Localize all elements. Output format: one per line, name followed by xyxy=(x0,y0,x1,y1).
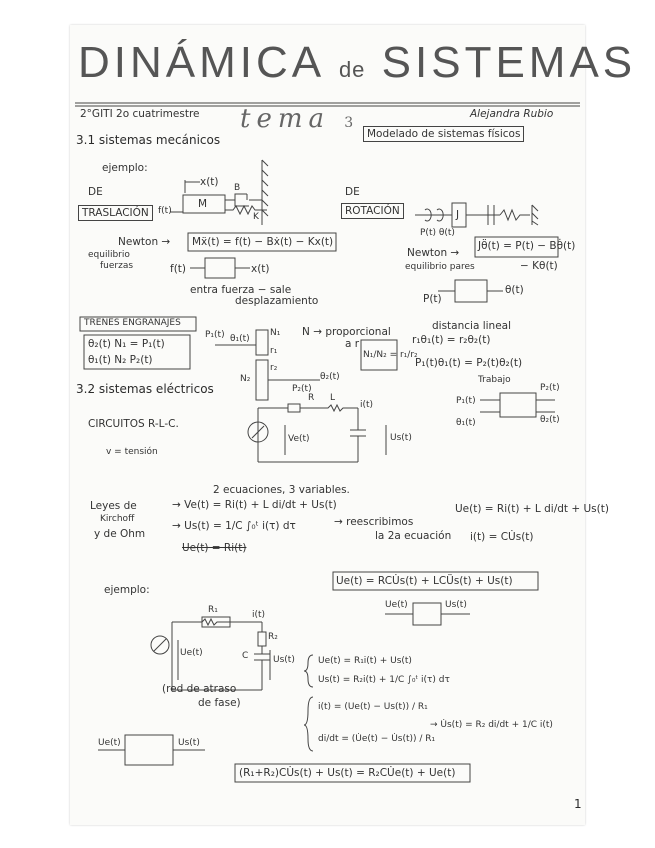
red-atraso-note-2: de fase) xyxy=(198,697,241,709)
ex2-block-out: Us(t) xyxy=(178,738,200,748)
gear-n1: N₁ xyxy=(270,328,281,338)
entra-fuerza-note: entra fuerza − sale xyxy=(190,284,292,296)
author-name: Alejandra Rubio xyxy=(470,108,554,120)
rotacion-label: ROTACIÓN xyxy=(341,203,404,219)
gear-r2: r₂ xyxy=(270,363,278,373)
law-3: Ue(t) = Ri(t) xyxy=(182,542,247,554)
rot-de-label: DE xyxy=(345,186,360,198)
gear-ar-note: a r xyxy=(345,338,360,350)
course-label: 2°GITI 2o cuatrimestre xyxy=(80,108,200,120)
section-3-1: 3.1 sistemas mecánicos xyxy=(76,133,221,147)
trabajo-p1: P₁(t) xyxy=(456,396,476,406)
tema-label xyxy=(240,104,353,134)
gear-eq-line-1: θ₂(t) N₁ = P₁(t) xyxy=(88,338,165,350)
page-number: 1 xyxy=(574,797,582,811)
current-equation: i(t) = CU̇s(t) xyxy=(470,531,534,543)
gears-label: TRENES ENGRANAJES xyxy=(84,318,181,328)
ex2-r2: R₂ xyxy=(268,632,278,642)
title-part-2: SISTEMAS xyxy=(381,38,637,87)
tension-note: v = tensión xyxy=(106,447,158,457)
de-label: DE xyxy=(88,186,103,198)
rlc-ve: Ve(t) xyxy=(288,434,310,444)
newton-label: Newton → xyxy=(118,236,171,248)
traslacion-label: TRASLACIÓN xyxy=(78,205,153,221)
spring-label: K xyxy=(253,212,259,222)
page-title xyxy=(78,38,636,88)
trabajo-theta2: θ₂(t) xyxy=(540,415,560,425)
system-eq-5: → U̇s(t) = R₂ di/dt + 1/C i(t) xyxy=(430,720,553,730)
mass-label: M xyxy=(198,198,208,210)
rot-block-input: P(t) xyxy=(423,293,442,305)
system-eq-1: Ue(t) = R₁i(t) + Us(t) xyxy=(318,656,412,666)
distancia-lineal-note: distancia lineal xyxy=(432,320,512,332)
fuerzas-label: fuerzas xyxy=(100,261,134,271)
gear-eq-line-2: θ₁(t) N₂ P₂(t) xyxy=(88,354,153,366)
reescribimos-note: → reescribimos xyxy=(334,516,414,528)
rlc-it: i(t) xyxy=(360,400,374,410)
law-1-rewrite: Ue(t) = Ri(t) + L di/dt + Us(t) xyxy=(455,503,609,515)
gear-theta2: θ₂(t) xyxy=(320,372,340,382)
block-ve: Ue(t) xyxy=(385,600,408,610)
leyes-label: Leyes de xyxy=(90,500,137,512)
system-eq-2: Us(t) = R₂i(t) + 1/C ∫₀ᵗ i(τ) dτ xyxy=(318,675,450,685)
system-eq-4: di/dt = (U̇e(t) − U̇s(t)) / R₁ xyxy=(318,734,436,744)
block-output-xt: x(t) xyxy=(251,263,270,275)
equilibrio-pares-label: equilibrio pares xyxy=(405,262,475,272)
block-input-ft: f(t) xyxy=(170,263,187,275)
trabajo-p2: P₂(t) xyxy=(540,383,560,393)
title-part-1: DINÁMICA xyxy=(78,38,323,87)
block-vs: Us(t) xyxy=(445,600,467,610)
rlc-l: L xyxy=(330,393,336,403)
title-de: de xyxy=(338,57,366,82)
ex2-ve: Ue(t) xyxy=(180,648,203,658)
ex2-block-in: Ue(t) xyxy=(98,738,121,748)
rlc-r: R xyxy=(308,393,315,403)
damper-label: B xyxy=(234,183,241,193)
ex2-final-equation: (R₁+R₂)CU̇s(t) + Us(t) = R₂CU̇e(t) + Ue(t) xyxy=(239,767,456,779)
pt-theta-label: P(t) θ(t) xyxy=(420,228,455,238)
gear-eq-4: P₁(t)θ₁(t) = P₂(t)θ₂(t) xyxy=(415,357,523,369)
kirchoff-label: Kirchoff xyxy=(100,514,135,524)
red-atraso-note-1: (red de atraso xyxy=(162,683,237,695)
equilibrio-label: equilibrio xyxy=(88,250,130,260)
law-1: → Ve(t) = Ri(t) + L di/dt + Us(t) xyxy=(172,499,337,511)
trabajo-note: Trabajo xyxy=(478,375,511,385)
xt-label: x(t) xyxy=(200,176,219,188)
equation-rotation-2: − Kθ(t) xyxy=(520,260,558,272)
gear-p1: P₁(t) xyxy=(205,330,225,340)
la-2a-ecuacion-note: la 2a ecuación xyxy=(375,530,452,542)
gear-eq-3: r₁θ₁(t) = r₂θ₂(t) xyxy=(412,334,491,346)
circuits-label: CIRCUITOS R-L-C. xyxy=(88,418,179,430)
desplazamiento-note: desplazamiento xyxy=(235,295,319,307)
gear-theta1: θ₁(t) xyxy=(230,334,250,344)
tema-number: 3 xyxy=(344,115,354,131)
gear-r1: r₁ xyxy=(270,346,278,356)
gear-n2: N₂ xyxy=(240,374,251,384)
gear-prop-note: N → proporcional xyxy=(302,326,391,338)
example-2-label: ejemplo: xyxy=(104,584,150,596)
equation-rotation-1: Jθ̈(t) = P(t) − Bθ̇(t) xyxy=(478,240,576,252)
law-2: → Us(t) = 1/C ∫₀ᵗ i(τ) dτ xyxy=(172,520,296,532)
trabajo-theta1: θ₁(t) xyxy=(456,418,476,428)
newton-rot-label: Newton → xyxy=(407,247,460,259)
system-eq-3: i(t) = (Ue(t) − Us(t)) / R₁ xyxy=(318,702,428,712)
example-label: ejemplo: xyxy=(102,162,148,174)
equations-note: 2 ecuaciones, 3 variables. xyxy=(213,484,350,496)
gear-p2: P₂(t) xyxy=(292,384,312,394)
rot-block-output: θ(t) xyxy=(505,284,524,296)
rlc-vs: Us(t) xyxy=(390,433,412,443)
ft-label: f(t) xyxy=(158,206,172,216)
tema-word: tema xyxy=(240,104,330,134)
ex2-vs: Us(t) xyxy=(273,655,295,665)
equation-translation: Mẍ(t) = f(t) − Bẋ(t) − Kx(t) xyxy=(192,236,334,248)
gear-ratio: N₁/N₂ = r₁/r₂ xyxy=(363,350,418,360)
ex2-r1: R₁ xyxy=(208,605,218,615)
section-3-2: 3.2 sistemas eléctricos xyxy=(76,382,214,396)
inertia-label: J xyxy=(456,209,460,221)
section-subtitle: Modelado de sistemas físicos xyxy=(363,126,524,142)
ohm-label: y de Ohm xyxy=(94,528,146,540)
final-equation: Ue(t) = RCU̇s(t) + LCÜs(t) + Us(t) xyxy=(336,575,513,587)
ex2-it: i(t) xyxy=(252,610,266,620)
ex2-c: C xyxy=(242,651,249,661)
